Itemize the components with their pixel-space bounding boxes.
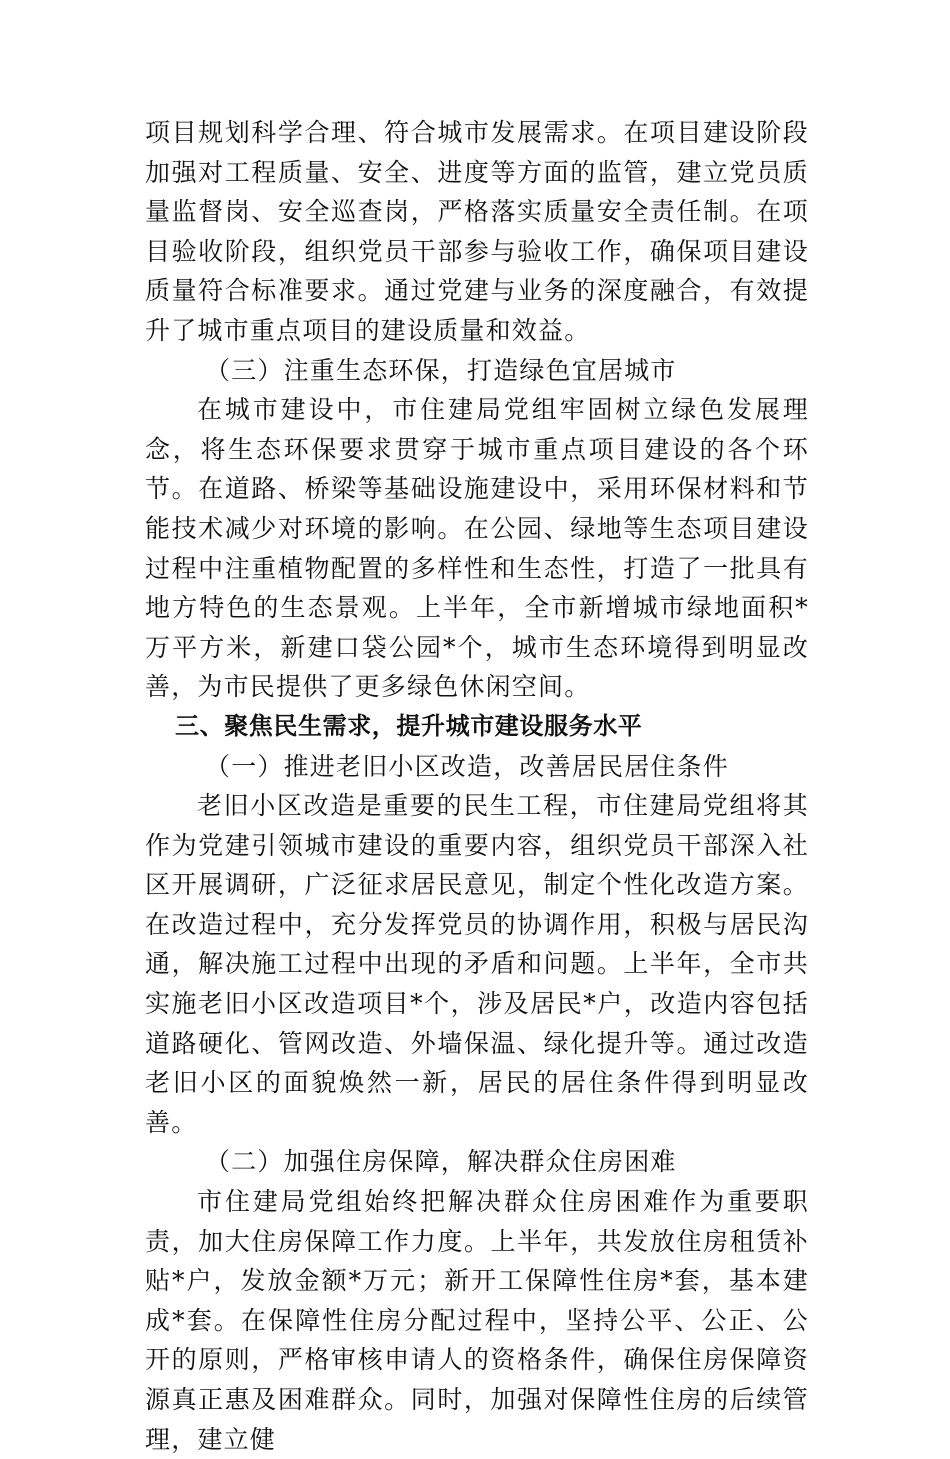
paragraph-project-quality: 项目规划科学合理、符合城市发展需求。在项目建设阶段加强对工程质量、安全、进度等方面的监管，建立党员质量监督岗、安全巡查岗，严格落实质量安全责任制。在项目验收阶段，组织党员干部参与验收工作，确保项目建设质量符合标准要求。通过党建与业务的深度融合，有效提升了城市重点项目的建设质量和效益。 <box>145 118 809 345</box>
paragraph-ecology: 在城市建设中，市住建局党组牢固树立绿色发展理念，将生态环保要求贯穿于城市重点项目建设的各个环节。在道路、桥梁等基础设施建设中，采用环保材料和节能技术减少对环境的影响。在公园、绿地等生态项目建设过程中注重植物配置的多样性和生态性，打造了一批具有地方特色的生态景观。上半年，全市新增城市绿地面积*万平方米，新建口袋公园*个，城市生态环境得到明显改善，为市民提供了更多绿色休闲空间。 <box>145 395 809 702</box>
document-body <box>145 113 809 1459</box>
paragraph-old-community: 老旧小区改造是重要的民生工程，市住建局党组将其作为党建引领城市建设的重要内容，组织党员干部深入社区开展调研，广泛征求居民意见，制定个性化改造方案。在改造过程中，充分发挥党员的协调作用，积极与居民沟通，解决施工过程中出现的矛盾和问题。上半年，全市共实施老旧小区改造项目*个，涉及居民*户，改造内容包括道路硬化、管网改造、外墙保温、绿化提升等。通过改造老旧小区的面貌焕然一新，居民的居住条件得到明显改善。 <box>145 791 809 1137</box>
subheading-old-community: （一）推进老旧小区改造，改善居民居住条件 <box>205 751 730 781</box>
subheading-ecology: （三）注重生态环保，打造绿色宜居城市 <box>205 355 677 385</box>
subheading-housing-security: （二）加强住房保障，解决群众住房困难 <box>205 1147 677 1177</box>
paragraph-housing-security: 市住建局党组始终把解决群众住房困难作为重要职责，加大住房保障工作力度。上半年，共发放住房租赁补贴*户，发放金额*万元；新开工保障性住房*套，基本建成*套。在保障性住房分配过程中，坚持公平、公正、公开的原则，严格审核申请人的资格条件，确保住房保障资源真正惠及困难群众。同时，加强对保障性住房的后续管理，建立健 <box>145 1187 809 1454</box>
section-heading-livelihood: 三、聚焦民生需求，提升城市建设服务水平 <box>175 711 643 740</box>
